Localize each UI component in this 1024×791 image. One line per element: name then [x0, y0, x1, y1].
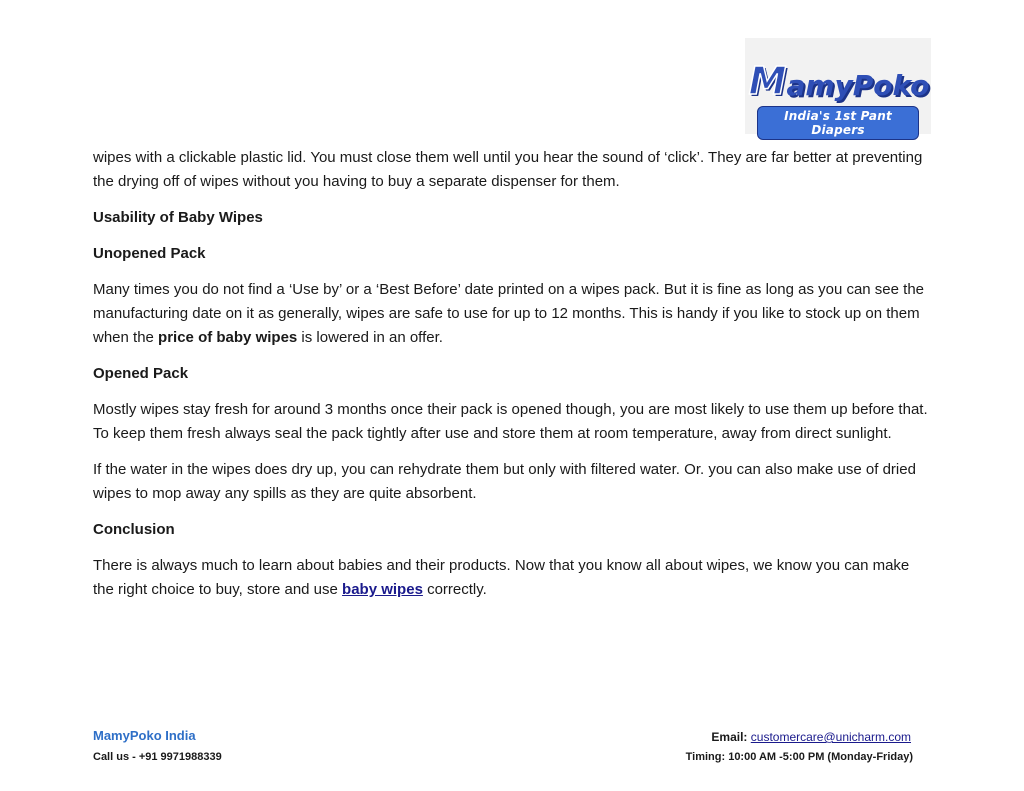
text-segment: correctly.: [422, 581, 487, 598]
paragraph-opened: Mostly wipes stay fresh for around 3 months once their pack is opened though, you are most likely to use them up before that. To keep them fresh always seal the pack tightly after use and store them at room temperature, away from direct sunlight.: [93, 401, 928, 442]
footer-timing: Timing: 10:00 AM -5:00 PM (Monday-Friday): [685, 751, 913, 763]
baby-wipes-link[interactable]: baby wipes: [342, 581, 423, 598]
logo-name: amyPoko: [786, 69, 930, 102]
footer-company: MamyPoko India: [93, 728, 196, 743]
heading-conclusion: Conclusion: [93, 521, 175, 538]
paragraph-unopened: [93, 278, 933, 350]
footer-phone: Call us - +91 9971988339: [93, 751, 222, 763]
email-link[interactable]: customercare@unicharm.com: [750, 730, 911, 744]
text-segment: Many times you do not find a ‘Use by’ or a ‘Best Before’ date printed on a wipes pack. But it is fine as long as you can see the manufacturing date on it as generally, wipes are safe to use for up to 12 months. This is handy if you like to stock up on them when the: [93, 281, 925, 346]
heading-usability: Usability of Baby Wipes: [93, 209, 263, 226]
heading-opened-pack: Opened Pack: [93, 365, 189, 382]
bold-phrase-price: price of baby wipes: [158, 329, 298, 346]
paragraph-lid: wipes with a clickable plastic lid. You must close them well until you hear the sound of ‘click’. They are far better at preventing the drying off of wipes without you having to buy a separate dispenser for them.: [93, 149, 923, 190]
paragraph-conclusion: [93, 554, 933, 602]
article-body: [93, 146, 933, 614]
paragraph-rehydrate: If the water in the wipes does dry up, you can rehydrate them but only with filtered water. Or. you can also make use of dried wipes to mop away any spills as they are quite absorbent.: [93, 461, 916, 502]
text-segment: There is always much to learn about babies and their products. Now that you know all about wipes, we know you can make the right choice to buy, store and use: [93, 557, 910, 598]
email-label: Email:: [711, 730, 748, 744]
heading-unopened-pack: Unopened Pack: [93, 245, 206, 262]
mamypoko-logo: [745, 38, 931, 137]
footer-email: [711, 730, 911, 744]
logo-initial: M: [748, 59, 787, 103]
logo-tagline: India's 1st Pant Diapers: [757, 106, 919, 140]
text-segment: is lowered in an offer.: [297, 329, 443, 346]
logo-wordmark: [748, 48, 930, 103]
